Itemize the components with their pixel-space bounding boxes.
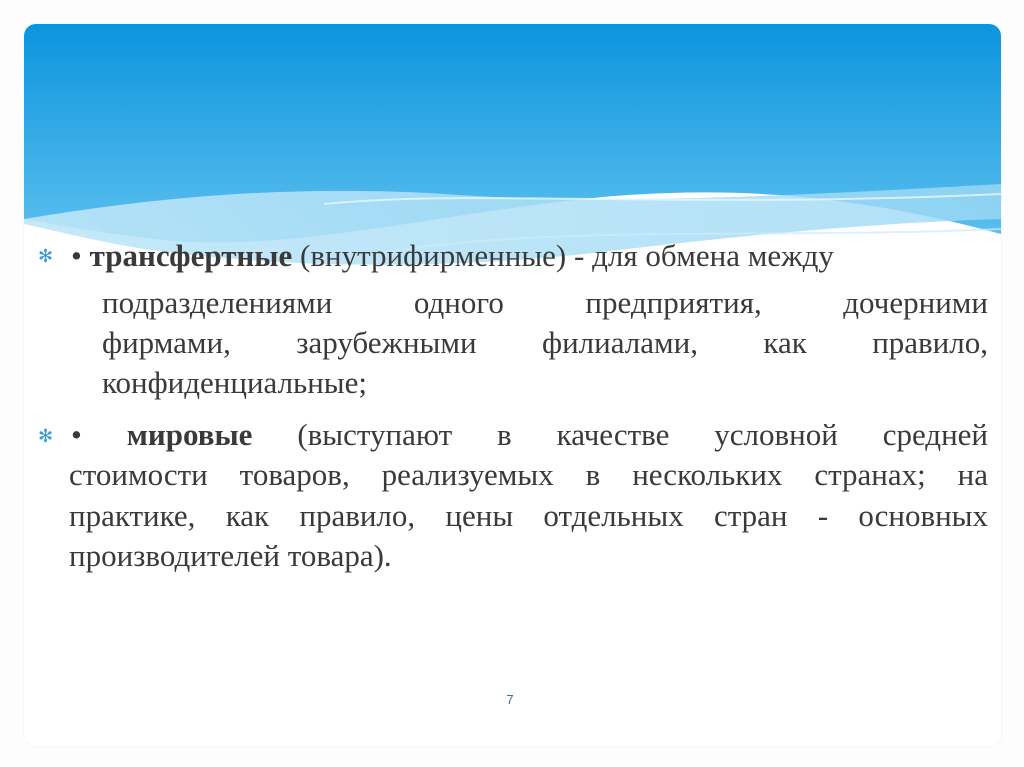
slide <box>24 24 1001 746</box>
item1-rest: (внутрифирменные) - для обмена между <box>300 238 834 273</box>
star-bullet-icon: ✻ <box>38 426 54 447</box>
item1-line1 <box>71 240 834 271</box>
item1-marker: • <box>71 238 82 273</box>
page-number: 7 <box>506 692 514 707</box>
star-bullet-icon: ✻ <box>38 246 54 267</box>
item1-term: трансфертные <box>89 238 293 273</box>
item2-line2: стоимости товаров, реализуемых в нескольких странах; на <box>69 457 988 492</box>
item2-rest: (выступают в качестве условной средней <box>297 417 989 452</box>
item2-line4: производителей товара). <box>69 538 392 573</box>
slide-content <box>24 24 1001 746</box>
item2-term: мировые <box>126 417 253 452</box>
item2-line3: практике, как правило, цены отдельных стран - основных <box>69 498 988 533</box>
item2-line1 <box>71 419 988 450</box>
item1-line4: конфиденциальные; <box>102 365 367 400</box>
item2-marker: • <box>71 417 82 452</box>
item1-line2: подразделениями одного предприятия, дочерними <box>102 285 988 320</box>
item1-line3: фирмами, зарубежными филиалами, как правило, <box>102 325 988 360</box>
